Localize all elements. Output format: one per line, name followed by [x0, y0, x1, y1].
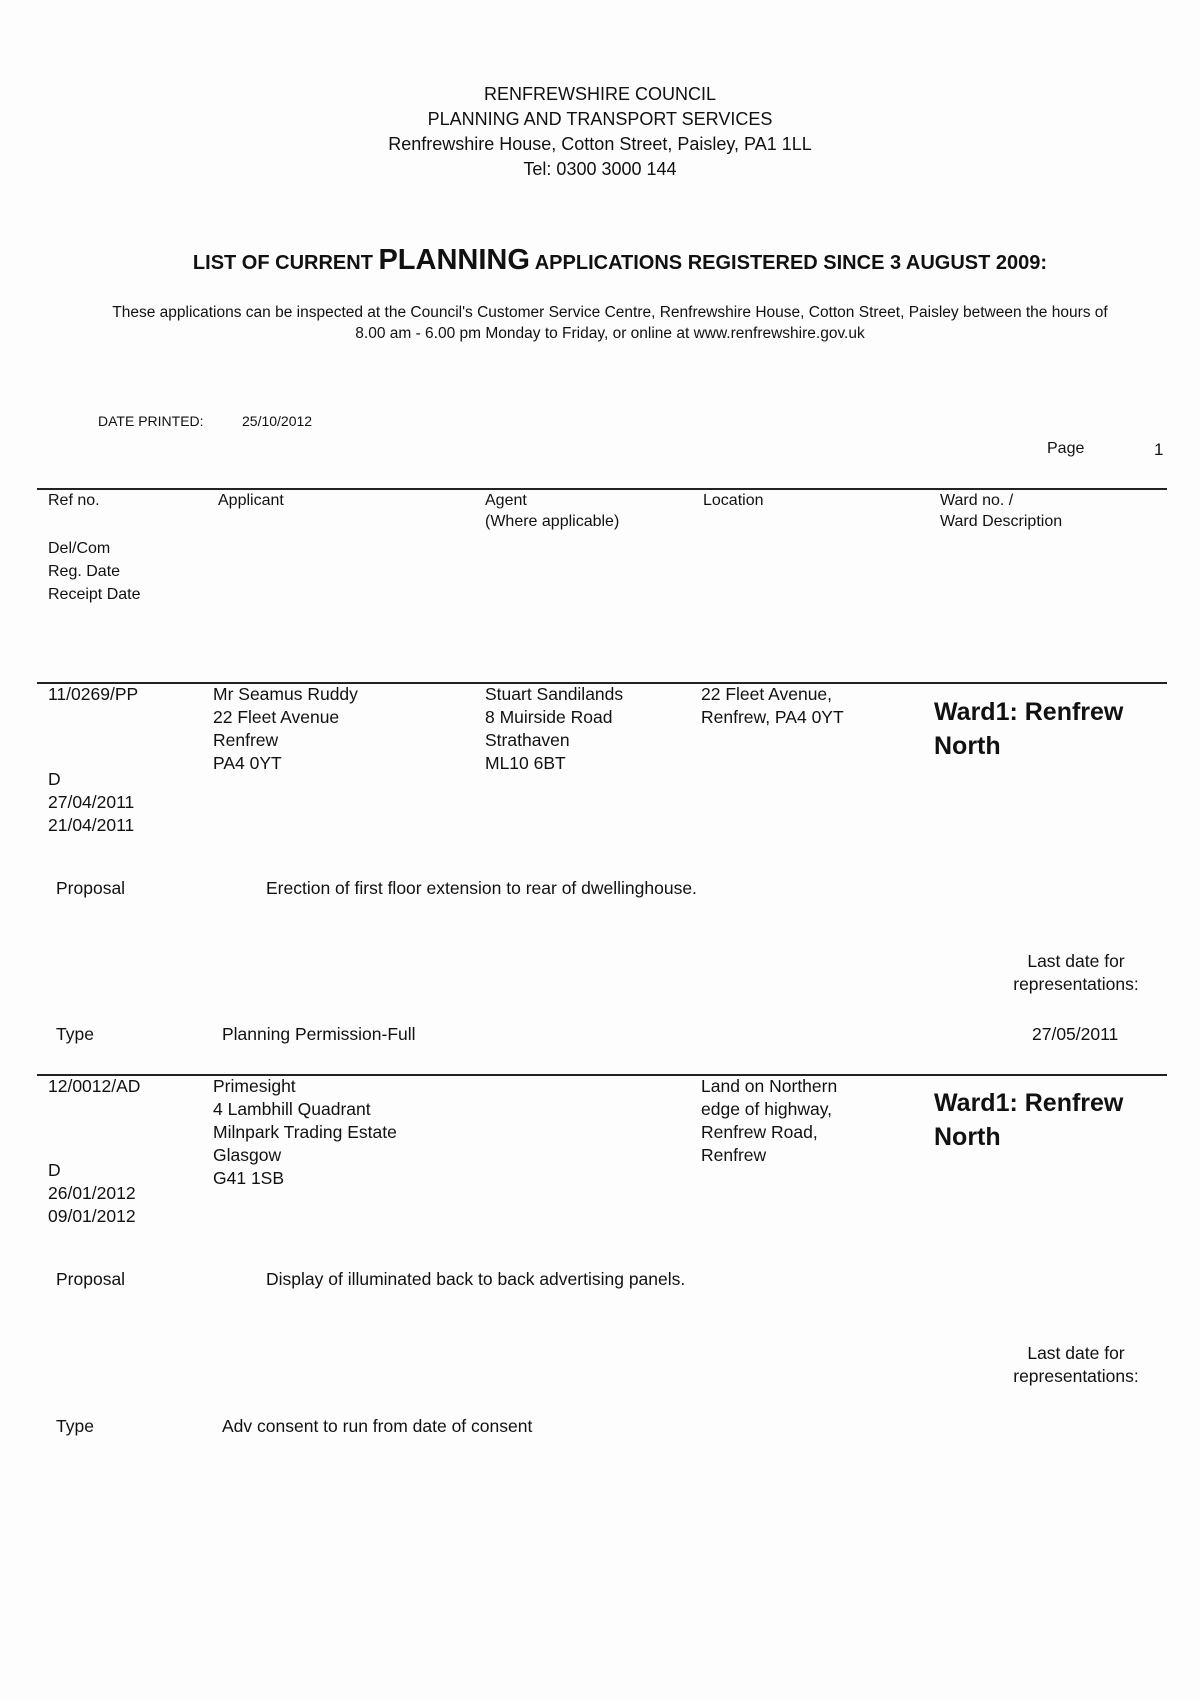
app2-applicant-line: G41 1SB: [213, 1168, 285, 1188]
app1-location: [701, 683, 844, 729]
app2-applicant-line: 4 Lambhill Quadrant: [213, 1099, 371, 1119]
app2-ward-line: North: [934, 1123, 1001, 1151]
app1-applicant: [213, 683, 358, 775]
app2-proposal: Display of illuminated back to back advertising panels.: [266, 1269, 686, 1289]
col-ward-desc: Ward Description: [940, 513, 1063, 530]
col-agent: [485, 490, 619, 532]
app1-ward-line: Ward1: Renfrew: [934, 698, 1124, 726]
app1-receipt-date: 21/04/2011: [48, 815, 135, 835]
app1-applicant-line: PA4 0YT: [213, 753, 282, 773]
col-location: Location: [703, 492, 764, 509]
app2-delcom: D: [48, 1160, 61, 1180]
app2-applicant-line: Primesight: [213, 1076, 296, 1096]
app1-type: Planning Permission-Full: [222, 1024, 416, 1044]
col-delcom: Del/Com: [48, 540, 111, 557]
app1-proposal-label: Proposal: [56, 878, 126, 898]
app1-location-line: Renfrew, PA4 0YT: [701, 707, 844, 727]
app2-type-label: Type: [56, 1416, 94, 1436]
col-ward: [940, 490, 1062, 532]
app1-applicant-line: Mr Seamus Ruddy: [213, 684, 358, 704]
app2-location-line: Renfrew: [701, 1145, 767, 1165]
title-part-3: APPLICATIONS REGISTERED SINCE 3 AUGUST 2009:: [529, 252, 1048, 274]
app2-applicant-line: Milnpark Trading Estate: [213, 1122, 397, 1142]
col-reg-date: Reg. Date: [48, 563, 121, 580]
app2-location: [701, 1075, 837, 1167]
title-part-1: LIST OF CURRENT: [192, 252, 379, 274]
app2-type: Adv consent to run from date of consent: [222, 1416, 533, 1436]
date-printed-value: 25/10/2012: [242, 413, 313, 429]
title-part-2: PLANNING: [378, 244, 530, 276]
app2-reg-date: 26/01/2012: [48, 1183, 136, 1203]
council-name: RENFREWSHIRE COUNCIL: [483, 84, 716, 104]
page-label: Page: [1047, 440, 1085, 457]
app2-receipt-date: 09/01/2012: [48, 1206, 136, 1226]
col-agent-note: (Where applicable): [485, 513, 620, 530]
app1-last-date: 27/05/2011: [1032, 1024, 1119, 1044]
date-printed-label: DATE PRINTED:: [98, 413, 204, 429]
app1-ward: [934, 695, 1123, 763]
last-date-label-line: representations:: [1013, 974, 1139, 994]
app1-agent-line: ML10 6BT: [485, 753, 566, 773]
department-name: PLANNING AND TRANSPORT SERVICES: [427, 109, 773, 129]
app1-applicant-line: Renfrew: [213, 730, 279, 750]
app2-location-line: Land on Northern: [701, 1076, 838, 1096]
last-date-label-line: Last date for: [1027, 951, 1125, 971]
application-rule: [37, 1074, 1167, 1076]
intro-text: These applications can be inspected at the Council's Customer Service Centre, Renfrewshire House, Cotton Street, Paisley between the hours of 8.00 am - 6.00 pm Monday to Friday, or online at www.renfrewshire.gov.uk: [112, 304, 1108, 342]
page-title: [0, 244, 1200, 277]
page-number: 1: [1154, 440, 1164, 459]
app1-agent-line: Stuart Sandilands: [485, 684, 624, 704]
col-applicant: Applicant: [218, 492, 284, 509]
council-telephone: Tel: 0300 3000 144: [523, 159, 677, 179]
app2-ref: 12/0012/AD: [48, 1076, 141, 1096]
app1-location-line: 22 Fleet Avenue,: [701, 684, 833, 704]
app2-last-date-label: [1011, 1342, 1141, 1388]
app2-dates: [48, 1159, 136, 1228]
app1-agent-line: Strathaven: [485, 730, 570, 750]
app1-agent-line: 8 Muirside Road: [485, 707, 613, 727]
app2-applicant-line: Glasgow: [213, 1145, 282, 1165]
col-ward-label: Ward no. /: [940, 492, 1014, 509]
last-date-label-line: Last date for: [1027, 1343, 1125, 1363]
app1-ward-line: North: [934, 732, 1001, 760]
col-agent-label: Agent: [485, 492, 527, 509]
app2-ward: [934, 1086, 1123, 1154]
app1-delcom: D: [48, 769, 61, 789]
app2-ward-line: Ward1: Renfrew: [934, 1089, 1124, 1117]
app1-applicant-line: 22 Fleet Avenue: [213, 707, 340, 727]
col-ref: Ref no.: [48, 492, 100, 509]
app1-type-label: Type: [56, 1024, 94, 1044]
app2-applicant: [213, 1075, 397, 1190]
council-address: Renfrewshire House, Cotton Street, Paisley, PA1 1LL: [388, 134, 812, 154]
last-date-label-line: representations:: [1013, 1366, 1139, 1386]
app2-proposal-label: Proposal: [56, 1269, 126, 1289]
app2-location-line: edge of highway,: [701, 1099, 833, 1119]
app1-dates: [48, 768, 134, 837]
col-dates: [48, 537, 141, 606]
app1-reg-date: 27/04/2011: [48, 792, 135, 812]
col-receipt-date: Receipt Date: [48, 586, 141, 603]
app1-last-date-label: [1011, 950, 1141, 996]
app2-location-line: Renfrew Road,: [701, 1122, 818, 1142]
app1-agent: [485, 683, 623, 775]
app1-ref: 11/0269/PP: [48, 684, 139, 704]
app1-proposal: Erection of first floor extension to rear of dwellinghouse.: [266, 878, 697, 898]
